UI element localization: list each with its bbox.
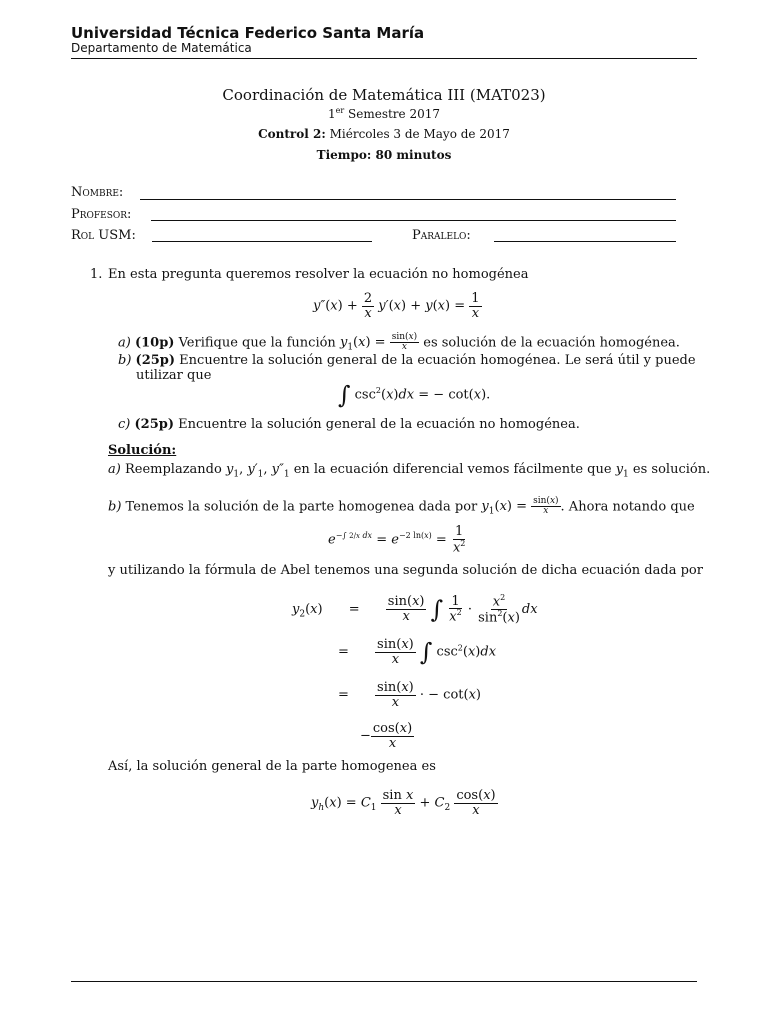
nombre-line[interactable] <box>140 199 676 200</box>
general-solution: $y_h(x) = C_1$ $\frac{\text{sin x}}{x}$ + $C_2$ $\frac{\cos(x)}{x}$ <box>311 788 496 818</box>
item-a-text-pre: Verifique que la función <box>178 335 336 351</box>
abel-text: y utilizando la fórmula de Abel tenemos una segunda solución de dicha ecuación dada por <box>108 563 703 578</box>
main-equation: y″(x) + $\frac{2}{x}$ y′(x) + y(x) = $\frac{1}{x}$ <box>313 291 480 321</box>
paralelo-label: Paralelo: <box>412 228 471 243</box>
rol-label: Rol USM: <box>71 228 136 243</box>
solution-b <box>108 497 695 517</box>
item-a-points: (10p) <box>134 335 175 351</box>
item-a-label: a) <box>118 335 131 351</box>
item-a-formula: $y_1(x)$ = $\frac{\sin(x)}{x}$ <box>339 332 418 354</box>
paralelo-line[interactable] <box>494 241 676 242</box>
course-title: Coordinación de Matemática III (MAT023) <box>222 86 546 104</box>
semester-sup: er <box>335 106 345 115</box>
item-b-text2: utilizar que <box>136 368 212 383</box>
item-b-label: b) <box>118 353 132 368</box>
y2-line-1: $y_2(x)$ = $\frac{\sin(x)}{x}$ ∫ $\frac{1}{x^2}$ · $\frac{x^2}{\sin^2(x)}$ dx <box>292 593 538 626</box>
control-line <box>71 127 697 141</box>
profesor-line[interactable] <box>151 220 676 221</box>
item-b-points: (25p) <box>135 353 176 368</box>
semester-pre: 1 <box>328 107 336 121</box>
y2-line-4: − $\frac{\cos(x)}{x}$ <box>360 721 413 751</box>
item-c-points: (25p) <box>134 417 174 432</box>
footer-rule <box>71 981 697 982</box>
solution-a-text-pre: Reemplazando <box>124 462 222 477</box>
time-line: Tiempo: 80 minutos <box>316 148 452 162</box>
solution-a-vars: $y_1$, $y'_1$, $y''_1$ <box>225 462 290 480</box>
item-c-text: Encuentre la solución general de la ecuación no homogénea. <box>178 417 580 432</box>
header-rule <box>71 58 697 59</box>
item-a-text-post: es solución de la ecuación homogénea. <box>423 335 680 351</box>
nombre-label: Nombre: <box>71 185 124 200</box>
department-name: Departamento de Matemática <box>71 41 252 55</box>
solution-a-label: a) <box>108 462 121 477</box>
solution-a <box>108 462 710 480</box>
solution-b-formula: $y_1(x)$ = $\frac{\sin(x)}{x}$ <box>481 496 559 518</box>
semester-line <box>71 106 697 121</box>
rol-line[interactable] <box>152 241 372 242</box>
profesor-label: Profesor: <box>71 207 132 222</box>
item-b-text: Encuentre la solución general de la ecuación homogénea. Le será útil y puede <box>179 353 696 368</box>
control-date: Miércoles 3 de Mayo de 2017 <box>329 127 510 141</box>
solution-b-label: b) <box>108 499 122 515</box>
question-number: 1. <box>90 267 103 282</box>
semester-post: Semestre 2017 <box>344 107 440 121</box>
solution-heading: Solución: <box>108 443 177 458</box>
solution-a-var: $y_1$ <box>615 462 629 480</box>
integral-hint: ∫ $\csc^2(x)dx$ = − cot(x). <box>338 381 491 409</box>
solution-a-text-post: en la ecuación diferencial vemos fácilmente que <box>293 462 612 477</box>
solution-a-text-end: es solución. <box>632 462 711 477</box>
item-a <box>118 333 680 353</box>
asi-text: Así, la solución general de la parte homogenea es <box>108 759 436 774</box>
y2-line-2: = $\frac{\sin(x)}{x}$ ∫ $\csc^2(x)dx$ <box>338 637 497 667</box>
y2-line-3: = $\frac{\sin(x)}{x}$ · − cot(x) <box>338 680 481 710</box>
question-intro: En esta pregunta queremos resolver la ecuación no homogénea <box>108 267 529 282</box>
control-label: Control 2: <box>258 127 326 141</box>
item-c-label: c) <box>118 417 131 432</box>
solution-b-text-pre: Tenemos la solución de la parte homogenea dada por <box>125 499 478 515</box>
item-c <box>118 417 580 432</box>
solution-b-text-post: . Ahora notando que <box>560 499 695 515</box>
item-b <box>118 353 696 368</box>
exponential-equation: $e^{-\int 2/x dx} = e^{-2 ln(x)}$ = $\frac{1}{x^2}$ <box>328 524 466 555</box>
university-name: Universidad Técnica Federico Santa María <box>71 24 425 42</box>
